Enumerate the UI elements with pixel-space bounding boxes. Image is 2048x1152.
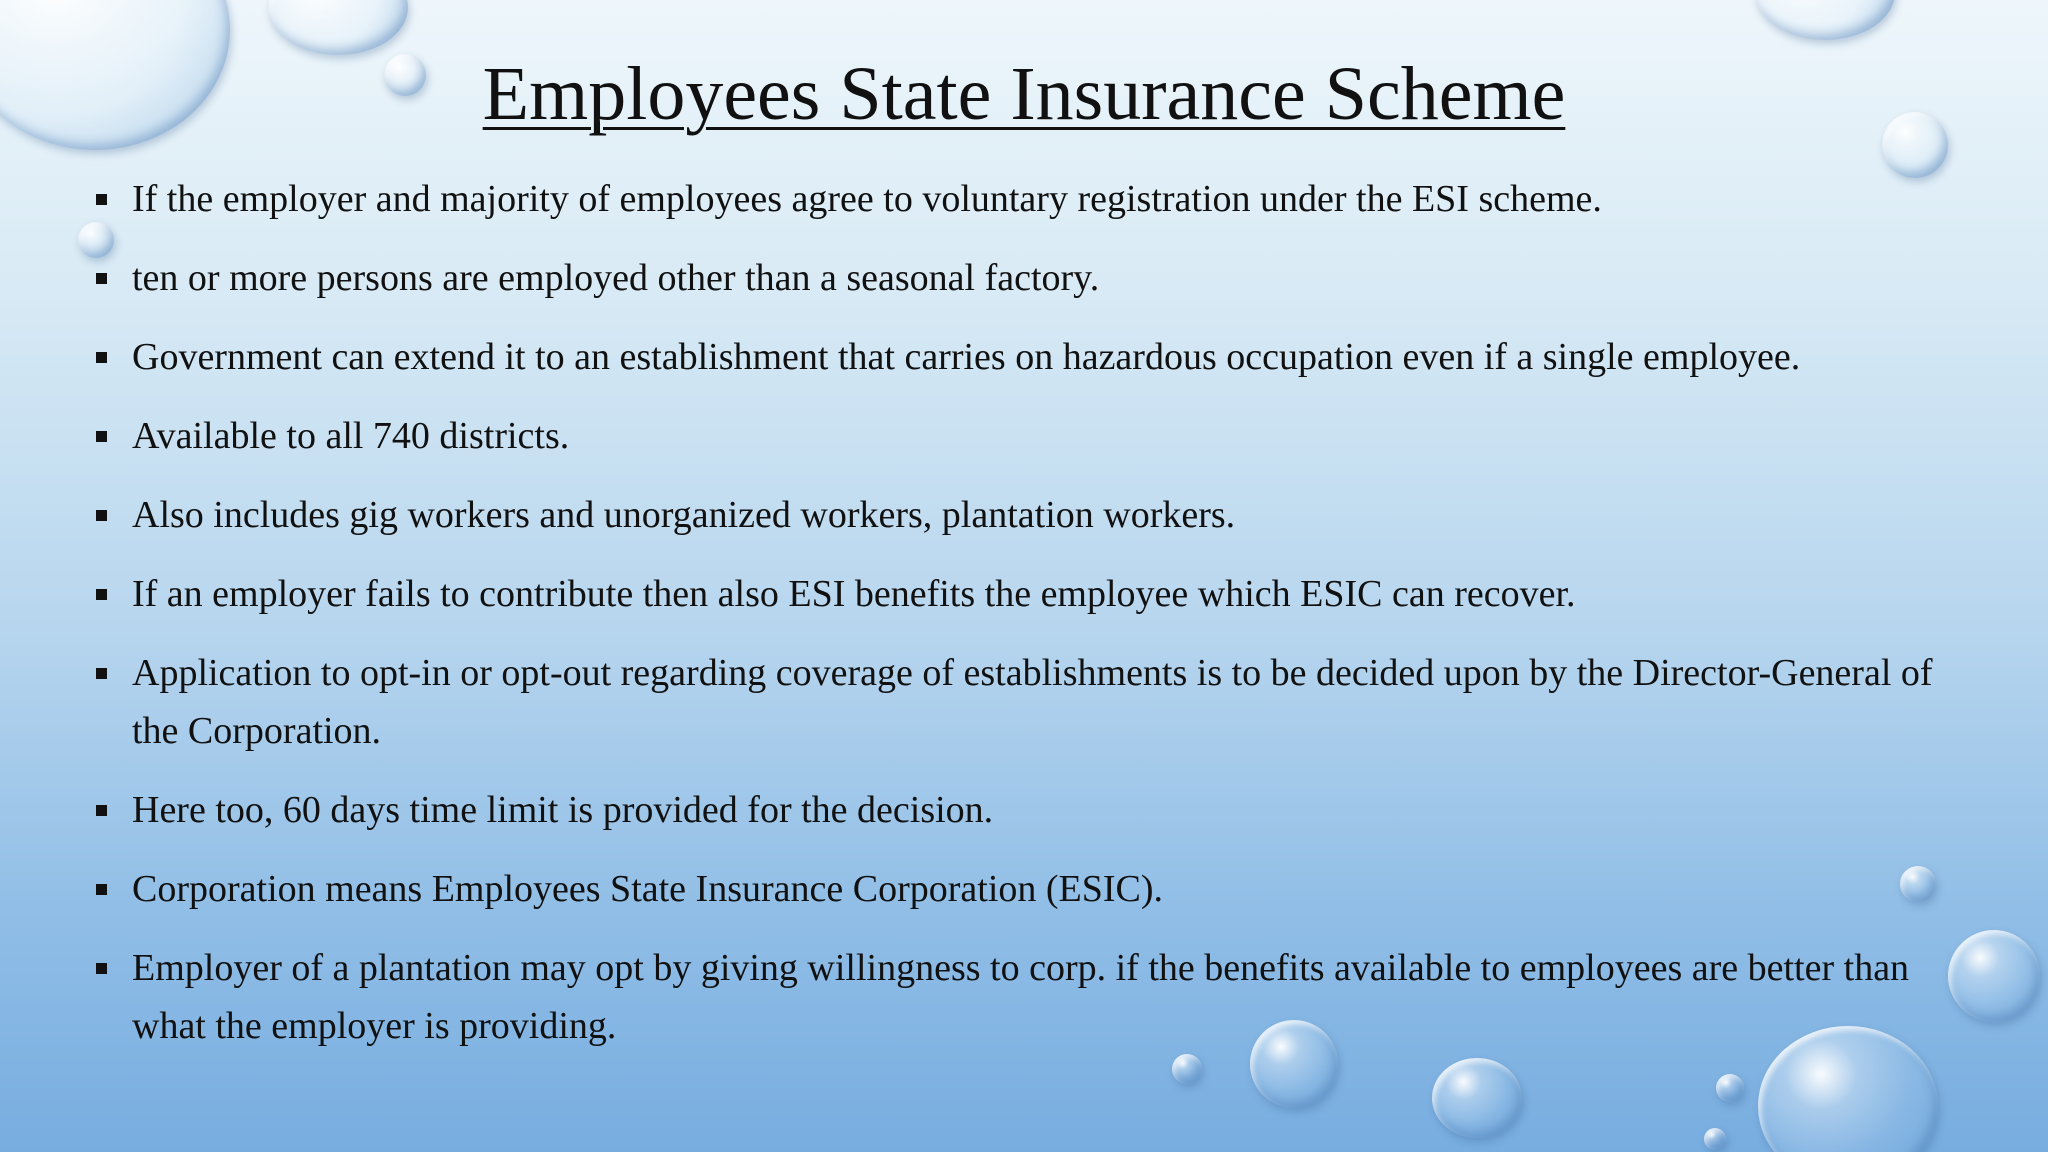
bullet-item xyxy=(96,249,1986,307)
square-bullet-icon xyxy=(96,431,107,442)
bullet-text: Employer of a plantation may opt by giving willingness to corp. if the benefits available to employees are better than what the employer is providing. xyxy=(132,947,1910,1047)
square-bullet-icon xyxy=(96,589,107,600)
water-drop-decoration xyxy=(1704,1128,1726,1150)
bullet-text: Available to all 740 districts. xyxy=(132,415,570,457)
bullet-text: Government can extend it to an establishment that carries on hazardous occupation even if a single employee. xyxy=(132,336,1801,378)
bullet-text: If an employer fails to contribute then also ESI benefits the employee which ESIC can recover. xyxy=(132,573,1576,615)
water-drop-decoration xyxy=(1716,1074,1744,1102)
water-drop-decoration xyxy=(268,0,408,55)
bullet-item xyxy=(96,486,1986,544)
square-bullet-icon xyxy=(96,884,107,895)
bullet-text: If the employer and majority of employees agree to voluntary registration under the ESI scheme. xyxy=(132,178,1602,220)
bullet-item xyxy=(96,939,1986,1055)
bullet-item xyxy=(96,860,1986,918)
square-bullet-icon xyxy=(96,805,107,816)
square-bullet-icon xyxy=(96,963,107,974)
square-bullet-icon xyxy=(96,194,107,205)
slide-title: Employees State Insurance Scheme xyxy=(482,52,1566,136)
bullet-item xyxy=(96,407,1986,465)
bullet-item xyxy=(96,328,1986,386)
bullet-text: Application to opt-in or opt-out regarding coverage of establishments is to be decided upon by the Director-General of the Corporation. xyxy=(132,652,1933,752)
square-bullet-icon xyxy=(96,510,107,521)
bullet-text: Corporation means Employees State Insurance Corporation (ESIC). xyxy=(132,868,1164,910)
square-bullet-icon xyxy=(96,668,107,679)
bullet-text: Also includes gig workers and unorganized workers, plantation workers. xyxy=(132,494,1236,536)
water-drop-decoration xyxy=(1755,0,1895,40)
bullet-item xyxy=(96,565,1986,623)
bullet-text: ten or more persons are employed other than a seasonal factory. xyxy=(132,257,1100,299)
bullet-item xyxy=(96,781,1986,839)
square-bullet-icon xyxy=(96,352,107,363)
bullet-text: Here too, 60 days time limit is provided for the decision. xyxy=(132,789,994,831)
bullet-list xyxy=(96,170,1986,1076)
bullet-item xyxy=(96,170,1986,228)
bullet-item xyxy=(96,644,1986,760)
square-bullet-icon xyxy=(96,273,107,284)
